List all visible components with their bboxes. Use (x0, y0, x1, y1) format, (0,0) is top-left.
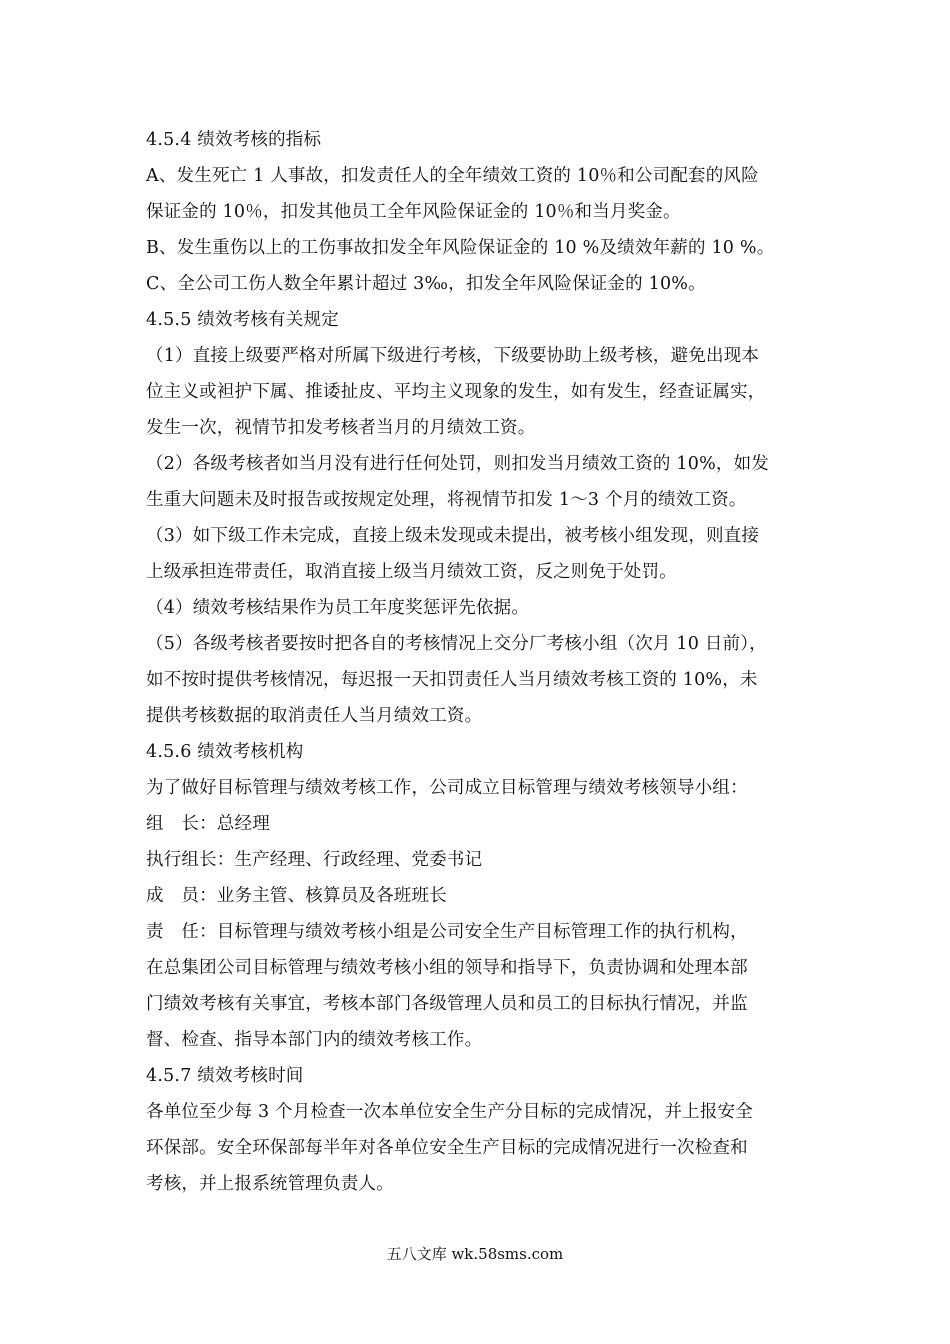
paragraph-line: 上级承担连带责任，取消直接上级当月绩效工资，反之则免于处罚。 (146, 562, 677, 582)
document-body (146, 122, 826, 1202)
paragraph-line: （3）如下级工作未完成，直接上级未发现或未提出，被考核小组发现，则直接 (146, 526, 760, 546)
paragraph-line: 门绩效考核有关事宜，考核本部门各级管理人员和员工的目标执行情况，并监 (146, 994, 748, 1014)
paragraph-line: B、发生重伤以上的工伤事故扣发全年风险保证金的 10 %及绩效年薪的 10 %。 (146, 238, 775, 258)
paragraph-line: 督、检查、指导本部门内的绩效考核工作。 (146, 1030, 483, 1050)
paragraph-line: C、全公司工伤人数全年累计超过 3‰，扣发全年风险保证金的 10%。 (146, 274, 706, 294)
heading-4-5-7: 4.5.7 绩效考核时间 (146, 1066, 304, 1086)
paragraph-line: 责 任：目标管理与绩效考核小组是公司安全生产目标管理工作的执行机构， (146, 922, 748, 942)
paragraph-line: 考核，并上报系统管理负责人。 (146, 1174, 394, 1194)
paragraph-line: 成 员：业务主管、核算员及各班班长 (146, 886, 447, 906)
paragraph-line: （5）各级考核者要按时把各自的考核情况上交分厂考核小组（次月 10 日前）， (146, 634, 767, 654)
paragraph-line: （4）绩效考核结果作为员工年度奖惩评先依据。 (146, 598, 530, 618)
heading-4-5-5: 4.5.5 绩效考核有关规定 (146, 310, 339, 330)
page-footer: 五八文库 wk.58sms.com (386, 1245, 564, 1263)
paragraph-line: 在总集团公司目标管理与绩效考核小组的领导和指导下，负责协调和处理本部 (146, 958, 748, 978)
paragraph-line: 提供考核数据的取消责任人当月绩效工资。 (146, 706, 483, 726)
paragraph-line: 执行组长：生产经理、行政经理、党委书记 (146, 850, 483, 870)
paragraph-line: （1）直接上级要严格对所属下级进行考核，下级要协助上级考核，避免出现本 (146, 346, 760, 366)
paragraph-line: 生重大问题未及时报告或按规定处理，将视情节扣发 1～3 个月的绩效工资。 (146, 490, 747, 510)
heading-4-5-6: 4.5.6 绩效考核机构 (146, 742, 304, 762)
paragraph-line: （2）各级考核者如当月没有进行任何处罚，则扣发当月绩效工资的 10%，如发 (146, 454, 769, 474)
paragraph-line: 环保部。安全环保部每半年对各单位安全生产目标的完成情况进行一次检查和 (146, 1138, 748, 1158)
paragraph-line: 各单位至少每 3 个月检查一次本单位安全生产分目标的完成情况，并上报安全 (146, 1102, 753, 1122)
paragraph-line: A、发生死亡 1 人事故，扣发责任人的全年绩效工资的 10％和公司配套的风险 (146, 166, 759, 186)
paragraph-line: 保证金的 10％，扣发其他员工全年风险保证金的 10％和当月奖金。 (146, 202, 681, 222)
paragraph-line: 位主义或袒护下属、推诿扯皮、平均主义现象的发生，如有发生，经查证属实， (146, 382, 766, 402)
paragraph-line: 组 长：总经理 (146, 814, 270, 834)
paragraph-line: 为了做好目标管理与绩效考核工作，公司成立目标管理与绩效考核领导小组： (146, 778, 748, 798)
heading-4-5-4: 4.5.4 绩效考核的指标 (146, 130, 322, 150)
paragraph-line: 发生一次，视情节扣发考核者当月的月绩效工资。 (146, 418, 536, 438)
paragraph-line: 如不按时提供考核情况，每迟报一天扣罚责任人当月绩效考核工资的 10%，未 (146, 670, 758, 690)
